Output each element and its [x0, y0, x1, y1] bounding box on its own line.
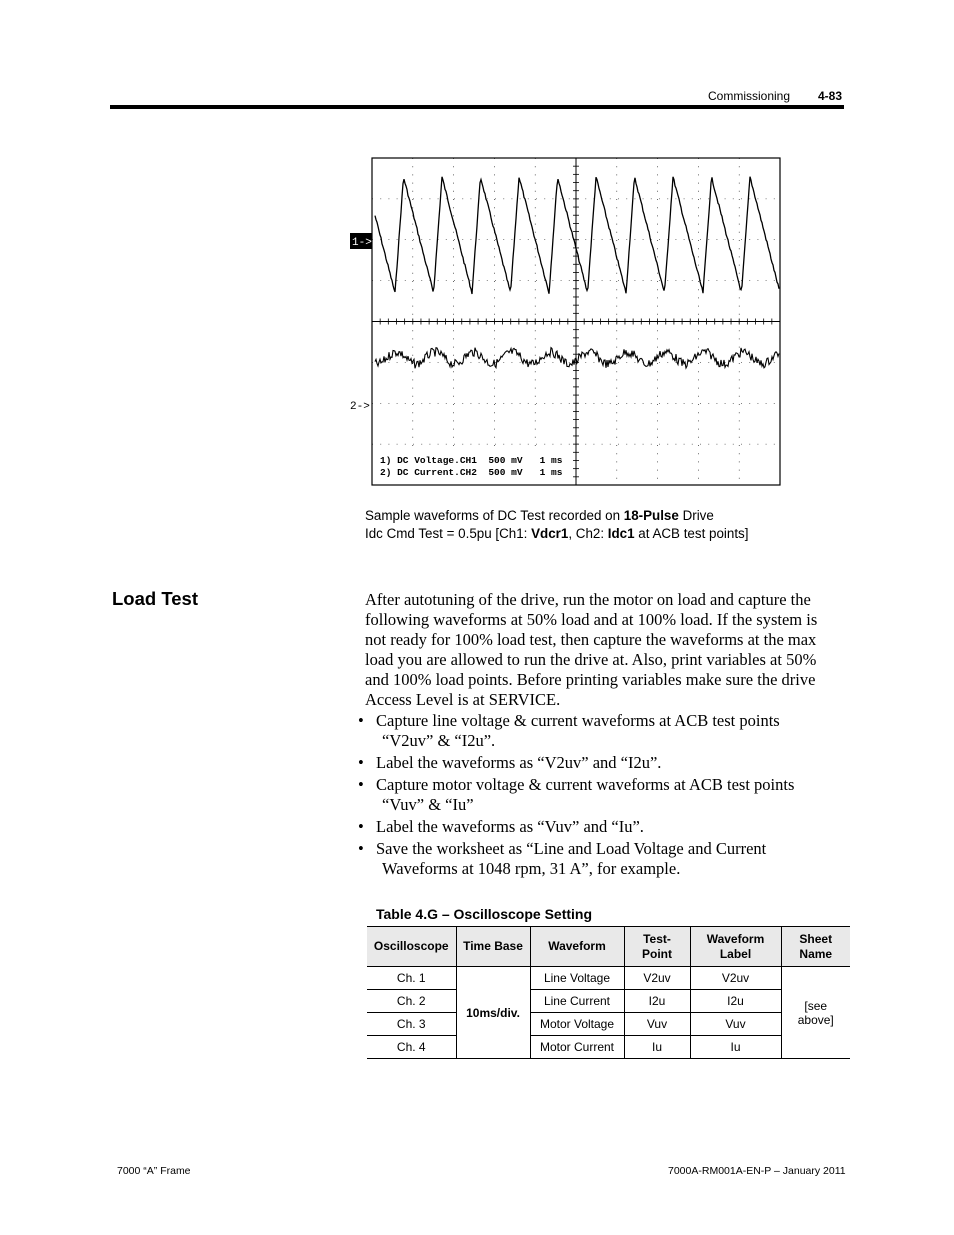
header-text: Label — [719, 946, 752, 961]
section-heading: Load Test — [112, 588, 198, 609]
body-text — [365, 590, 840, 881]
ch1-dc-voltage-trace — [375, 177, 779, 294]
cell-channel: Ch. 1 — [367, 967, 456, 990]
scope-grid — [372, 158, 780, 485]
paragraph: After autotuning of the drive, run the motor on load and capture the following waveforms at 50% load and at 100% load. If the system is not ready for 100% load test, then capture the waveforms at the max load you are allowed to run the drive at. Also, print variables at 50% and 100% load points. Before printing variables make sure the drive Access Level is at SERVICE. — [365, 590, 818, 709]
caption-vdcr1: Vdcr1 — [531, 526, 569, 541]
oscilloscope-figure — [350, 155, 785, 488]
sheet-name-text: above] — [797, 1012, 834, 1027]
cell-sheet-name — [781, 967, 850, 1059]
list-item — [365, 839, 840, 879]
header-text: Waveform — [706, 931, 765, 946]
table-row — [367, 967, 850, 990]
legend-line-1: 1) DC Voltage.CH1 500 mV 1 ms — [380, 455, 563, 466]
header-text: Sheet — [799, 931, 833, 946]
ch2-dc-current-trace — [375, 348, 779, 369]
sheet-name-text: [see — [804, 998, 828, 1013]
header-time-base: Time Base — [456, 927, 530, 967]
cell-waveform-label: V2uv — [690, 967, 781, 990]
caption-line-2 — [365, 525, 748, 543]
list-item-text: Capture motor voltage & current waveforms at ACB test points — [376, 775, 795, 794]
table-caption: Table 4.G – Oscilloscope Setting — [376, 906, 593, 922]
header-rule — [110, 105, 844, 109]
caption-line-1 — [365, 507, 748, 525]
cell-waveform: Line Voltage — [530, 967, 624, 990]
header-oscilloscope: Oscilloscope — [367, 927, 456, 967]
caption-text: Idc Cmd Test = 0.5pu [Ch1: — [365, 526, 532, 541]
cell-time-base: 10ms/div. — [456, 967, 530, 1059]
caption-pulse: 18-Pulse — [623, 508, 679, 523]
cell-channel: Ch. 2 — [367, 990, 456, 1013]
cell-test-point: I2u — [624, 990, 690, 1013]
table-header-row — [367, 927, 850, 967]
cell-channel: Ch. 4 — [367, 1036, 456, 1059]
table-row — [367, 990, 850, 1013]
ch1-marker — [350, 233, 372, 249]
caption-text: Drive — [678, 508, 714, 523]
legend-line-2: 2) DC Current.CH2 500 mV 1 ms — [380, 467, 563, 478]
header-text: Point — [642, 946, 672, 961]
cell-test-point: Iu — [624, 1036, 690, 1059]
caption-idc1: Idc1 — [607, 526, 635, 541]
figure-caption — [365, 507, 748, 543]
header-text: Test- — [643, 931, 671, 946]
list-item — [365, 817, 840, 837]
list-item-continuation: “V2uv” & “I2u”. — [382, 731, 496, 750]
svg-text:1->: 1-> — [352, 237, 372, 249]
cell-waveform: Motor Current — [530, 1036, 624, 1059]
list-item — [365, 753, 840, 773]
caption-text: Sample waveforms of DC Test recorded on — [365, 508, 624, 523]
header-test-point — [624, 927, 690, 967]
table-row — [367, 1013, 850, 1036]
cell-waveform: Line Current — [530, 990, 624, 1013]
header-sheet-name — [781, 927, 850, 967]
caption-text: at ACB test points] — [634, 526, 749, 541]
cell-channel: Ch. 3 — [367, 1013, 456, 1036]
oscilloscope-setting-table — [367, 926, 850, 1059]
cell-waveform-label: Vuv — [690, 1013, 781, 1036]
running-header-section: Commissioning — [708, 89, 791, 103]
cell-waveform: Motor Voltage — [530, 1013, 624, 1036]
ch2-marker: 2-> — [350, 401, 370, 413]
list-item — [365, 775, 840, 815]
header-text: Name — [799, 946, 833, 961]
footer-right: 7000A-RM001A-EN-P – January 2011 — [668, 1165, 846, 1177]
cell-test-point: V2uv — [624, 967, 690, 990]
caption-text: , Ch2: — [568, 526, 608, 541]
list-item-text: Capture line voltage & current waveforms at ACB test points — [376, 711, 780, 730]
header-waveform: Waveform — [530, 927, 624, 967]
list-item-text: Save the worksheet as “Line and Load Voltage and Current — [376, 839, 767, 858]
page-number: 4-83 — [818, 89, 843, 103]
table-row — [367, 1036, 850, 1059]
list-item-continuation: “Vuv” & “Iu” — [382, 795, 474, 814]
list-item-text: Label the waveforms as “V2uv” and “I2u”. — [376, 753, 662, 772]
cell-waveform-label: I2u — [690, 990, 781, 1013]
footer-left: 7000 “A” Frame — [117, 1165, 191, 1177]
list-item-text: Label the waveforms as “Vuv” and “Iu”. — [376, 817, 644, 836]
cell-test-point: Vuv — [624, 1013, 690, 1036]
cell-waveform-label: Iu — [690, 1036, 781, 1059]
list-item — [365, 711, 840, 751]
bullet-list — [365, 711, 840, 879]
header-waveform-label — [690, 927, 781, 967]
list-item-continuation: Waveforms at 1048 rpm, 31 A”, for example. — [382, 859, 681, 878]
